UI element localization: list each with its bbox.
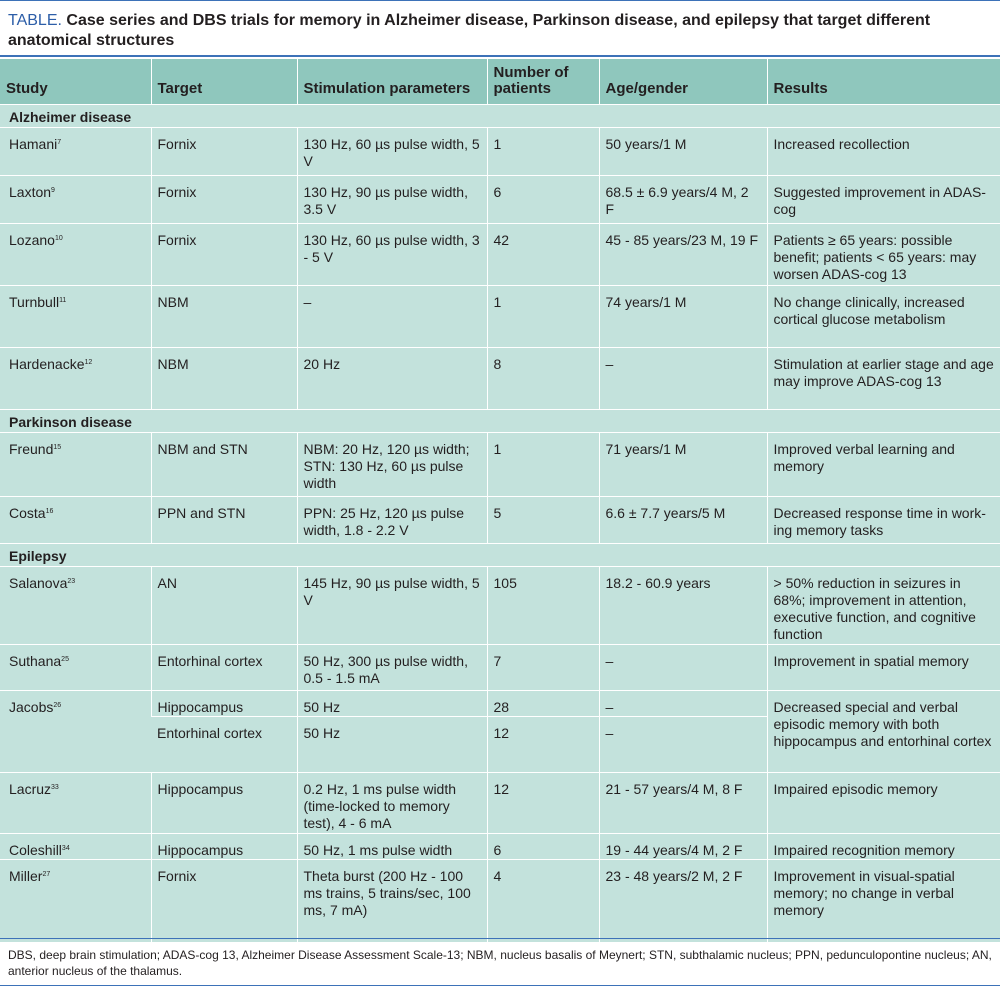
cell-age: 6.6 ± 7.7 years/5 M [599,497,767,544]
cell-patients: 5 [487,497,599,544]
cell-patients: 12 [487,773,599,834]
table-row [0,860,1000,942]
cell-age: 23 - 48 years/2 M, 2 F [599,860,767,942]
cell-params: Theta burst (200 Hz - 100 ms trains, 5 trains/sec, 100 ms, 7 mA) [297,860,487,942]
cell-age: 18.2 - 60.9 years [599,567,767,645]
table-label: TABLE. [8,12,62,29]
cell-patients: 28 [487,691,599,717]
cell-results: Impaired recognition memory [767,834,1000,860]
cell-params: 130 Hz, 60 µs pulse width, 5 V [297,128,487,176]
cell-age: 68.5 ± 6.9 years/4 M, 2 F [599,176,767,224]
cell-params: 20 Hz [297,348,487,410]
cell-params: 130 Hz, 60 µs pulse width, 3 - 5 V [297,224,487,286]
cell-target: Fornix [151,176,297,224]
cell-params: 130 Hz, 90 µs pulse width, 3.5 V [297,176,487,224]
cell-study: Costa$^{16}$ [0,497,151,544]
cell-study: Hamani$^7$ [0,128,151,176]
cell-study: Salanova$^{23}$ [0,567,151,645]
cell-results: Increased recollection [767,128,1000,176]
cell-params: NBM: 20 Hz, 120 µs width; STN: 130 Hz, 60 µs pulse width [297,433,487,497]
cell-age: – [599,691,767,717]
cell-target: Hippocampus [151,773,297,834]
table-row [0,773,1000,834]
section-heading: Alzheimer disease [0,105,1000,128]
cell-params: 145 Hz, 90 µs pulse width, 5 V [297,567,487,645]
cell-age: 45 - 85 years/23 M, 19 F [599,224,767,286]
header-patients: Number of patients [487,59,599,105]
header-results: Results [767,59,1000,105]
cell-target: NBM [151,286,297,348]
header-stimulation: Stimulation parameters [297,59,487,105]
cell-results: Improvement in visual-spatial memory; no change in verbal memory [767,860,1000,942]
cell-age: 74 years/1 M [599,286,767,348]
cell-age: 50 years/1 M [599,128,767,176]
cell-params: 50 Hz, 1 ms pulse width [297,834,487,860]
cell-results: Decreased response time in work-ing memory tasks [767,497,1000,544]
table-row [0,224,1000,286]
cell-results: Suggested improvement in ADAS-cog [767,176,1000,224]
header-row [0,59,1000,105]
header-age-gender: Age/gender [599,59,767,105]
section-row [0,105,1000,128]
cell-age: – [599,645,767,691]
cell-params: 50 Hz, 300 µs pulse width, 0.5 - 1.5 mA [297,645,487,691]
cell-target: Hippocampus [151,691,297,717]
table-row [0,645,1000,691]
cell-study: Laxton$^9$ [0,176,151,224]
cell-results: No change clinically, increased cortical glucose metabolism [767,286,1000,348]
cell-results: Stimulation at earlier stage and age may improve ADAS-cog 13 [767,348,1000,410]
cell-study: Freund$^{15}$ [0,433,151,497]
cell-target: Fornix [151,224,297,286]
cell-patients: 6 [487,834,599,860]
table-row [0,497,1000,544]
table-row [0,834,1000,860]
cell-patients: 12 [487,717,599,773]
section-row [0,544,1000,567]
table-row [0,286,1000,348]
cell-results: > 50% reduction in seizures in 68%; improvement in attention, executive function, and cognitive function [767,567,1000,645]
cell-patients: 7 [487,645,599,691]
cell-target: Hippocampus [151,834,297,860]
section-row [0,410,1000,433]
cell-params: – [297,286,487,348]
cell-study: Jacobs$^{26}$ [0,691,151,773]
cell-target: Entorhinal cortex [151,717,297,773]
cell-study: Turnbull$^{11}$ [0,286,151,348]
table-row [0,433,1000,497]
cell-target: Entorhinal cortex [151,645,297,691]
cell-patients: 1 [487,286,599,348]
table-row [0,176,1000,224]
header-target: Target [151,59,297,105]
cell-patients: 1 [487,128,599,176]
cell-results: Patients ≥ 65 years: possible benefit; patients < 65 years: may worsen ADAS-cog 13 [767,224,1000,286]
cell-patients: 105 [487,567,599,645]
cell-target: NBM [151,348,297,410]
cell-target: NBM and STN [151,433,297,497]
table-footnote: DBS, deep brain stimulation; ADAS-cog 13, Alzheimer Disease Assessment Scale-13; NBM, nucleus basalis of Meynert; STN, subthalamic nucleus; PPN, pedunculopontine nucleus; AN, anterior nucleus of the thalamus. [0,938,1000,986]
section-heading: Parkinson disease [0,410,1000,433]
cell-study: Suthana$^{25}$ [0,645,151,691]
header-study: Study [0,59,151,105]
cell-params: 0.2 Hz, 1 ms pulse width (time-locked to memory test), 4 - 6 mA [297,773,487,834]
cell-study: Miller$^{27}$ [0,860,151,942]
cell-study: Coleshill$^{34}$ [0,834,151,860]
cell-target: Fornix [151,860,297,942]
table-row [0,128,1000,176]
cell-params: PPN: 25 Hz, 120 µs pulse width, 1.8 - 2.2 V [297,497,487,544]
cell-results: Decreased special and verbal episodic memory with both hippocampus and entorhinal cortex [767,691,1000,773]
table-caption [0,0,1000,57]
cell-patients: 1 [487,433,599,497]
cell-target: PPN and STN [151,497,297,544]
cell-study: Lacruz$^{33}$ [0,773,151,834]
cell-target: AN [151,567,297,645]
cell-age: 21 - 57 years/4 M, 8 F [599,773,767,834]
cell-patients: 6 [487,176,599,224]
cell-age: – [599,348,767,410]
cell-patients: 4 [487,860,599,942]
cell-target: Fornix [151,128,297,176]
cell-results: Improvement in spatial memory [767,645,1000,691]
cell-age: – [599,717,767,773]
cell-patients: 8 [487,348,599,410]
cell-study: Lozano$^{10}$ [0,224,151,286]
cell-study: Hardenacke$^{12}$ [0,348,151,410]
table-row [0,691,1000,717]
table-row [0,567,1000,645]
cell-results: Improved verbal learning and memory [767,433,1000,497]
cell-params: 50 Hz [297,691,487,717]
section-heading: Epilepsy [0,544,1000,567]
cell-results: Impaired episodic memory [767,773,1000,834]
cell-params: 50 Hz [297,717,487,773]
table-title: Case series and DBS trials for memory in Alzheimer disease, Parkinson disease, and epilepsy that target different anatomical structures [8,12,931,49]
data-table [0,59,1000,942]
cell-patients: 42 [487,224,599,286]
cell-age: 71 years/1 M [599,433,767,497]
table-row [0,348,1000,410]
cell-age: 19 - 44 years/4 M, 2 F [599,834,767,860]
